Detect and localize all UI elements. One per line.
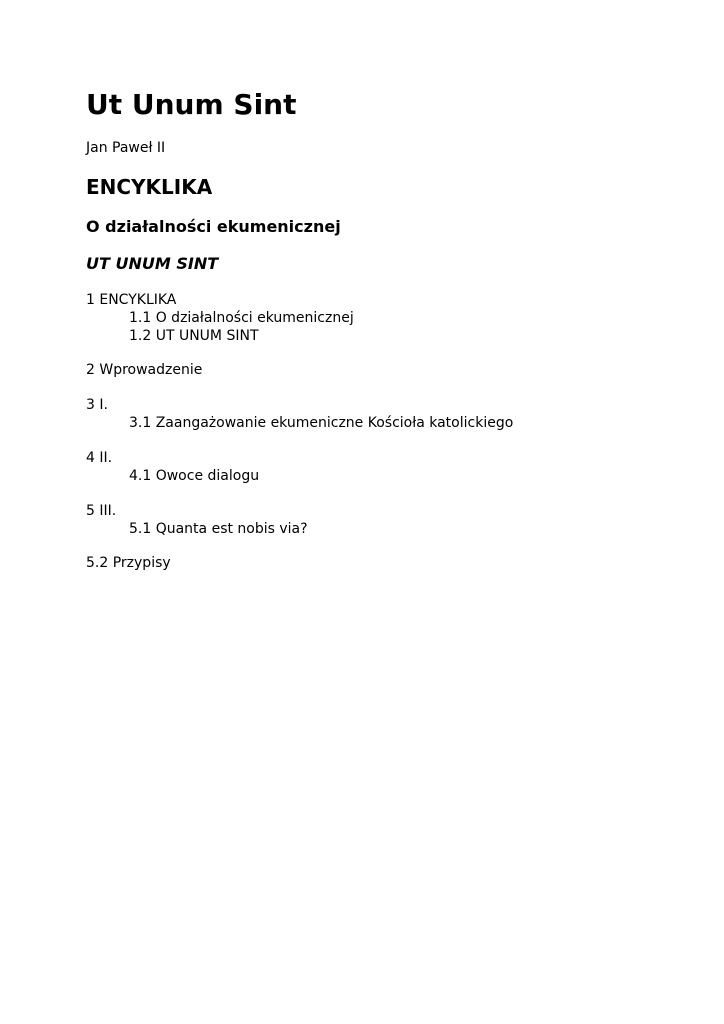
section-subheading: O działalności ekumenicznej: [86, 217, 341, 236]
toc-entry[interactable]: 4 II.: [86, 450, 113, 466]
toc-entry[interactable]: 5.2 Przypisy: [86, 555, 171, 571]
table-of-contents: [86, 0, 686, 1024]
toc-entry[interactable]: 1.2 UT UNUM SINT: [129, 328, 259, 344]
document-author: Jan Paweł II: [86, 140, 166, 156]
toc-entry[interactable]: 4.1 Owoce dialogu: [129, 468, 260, 484]
section-heading-encyklika: ENCYKLIKA: [86, 175, 213, 199]
toc-entry[interactable]: 5 III.: [86, 503, 117, 519]
toc-entry[interactable]: 1.1 O działalności ekumenicznej: [129, 310, 354, 326]
section-latin-heading: UT UNUM SINT: [86, 254, 219, 273]
document-title: Ut Unum Sint: [86, 88, 297, 121]
toc-entry[interactable]: 3 I.: [86, 397, 108, 413]
toc-entry[interactable]: 5.1 Quanta est nobis via?: [129, 521, 308, 537]
toc-entry[interactable]: 2 Wprowadzenie: [86, 362, 203, 378]
toc-entry[interactable]: 1 ENCYKLIKA: [86, 292, 177, 308]
toc-entry[interactable]: 3.1 Zaangażowanie ekumeniczne Kościoła katolickiego: [129, 415, 514, 431]
